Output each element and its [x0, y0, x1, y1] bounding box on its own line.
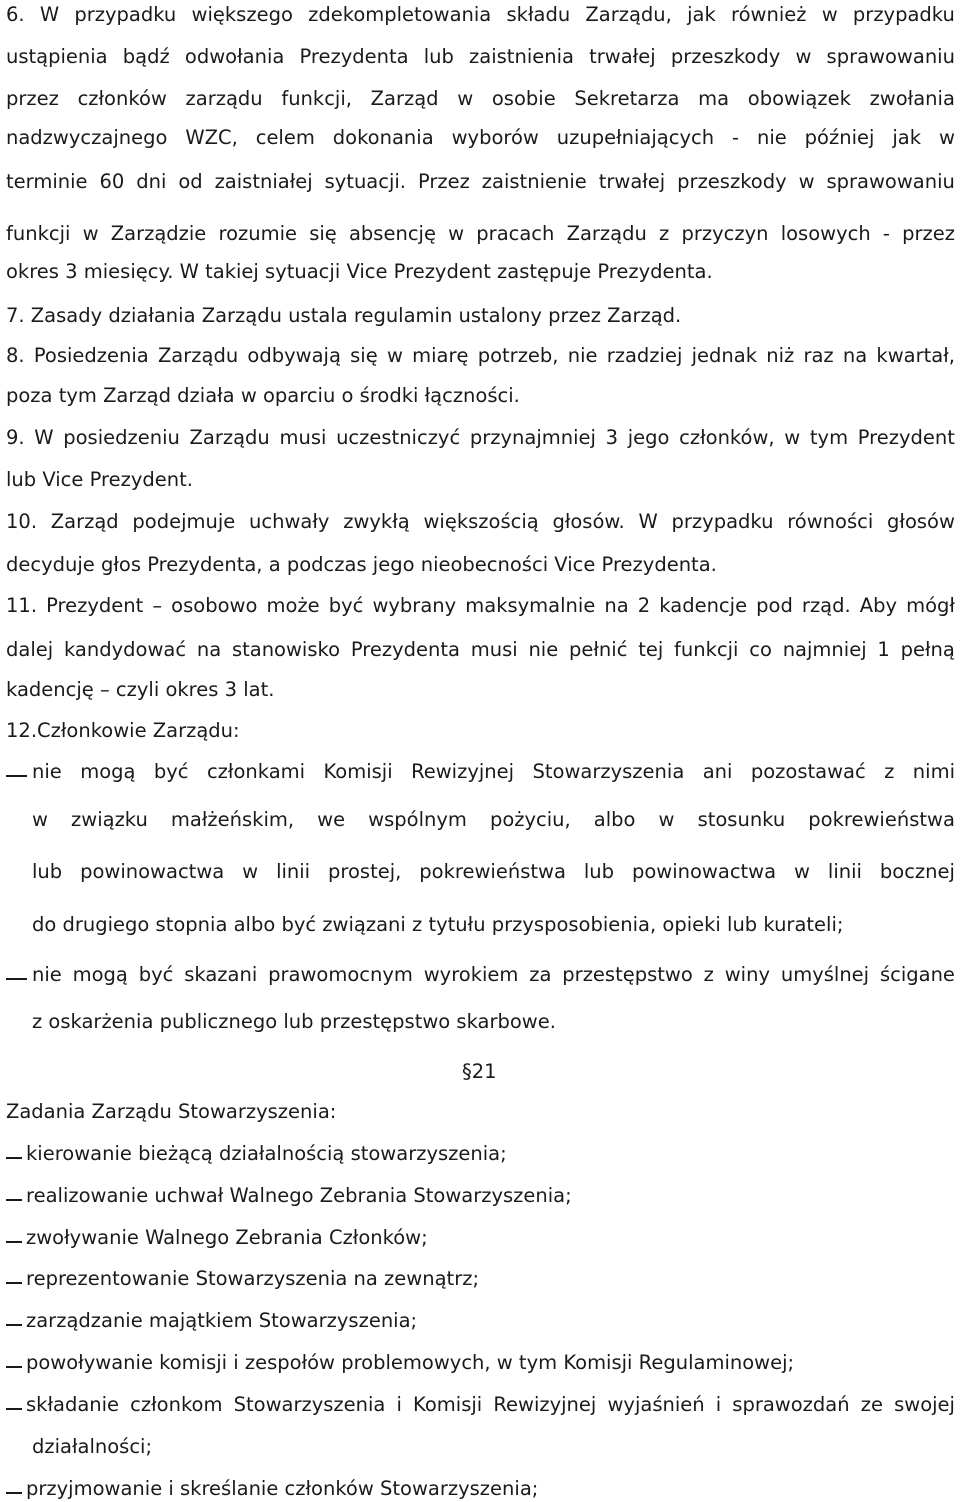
word: zaistniałej: [214, 170, 313, 193]
word: równości: [787, 510, 874, 533]
word: w: [798, 170, 815, 193]
word: na: [196, 638, 222, 661]
word: 6.: [6, 3, 25, 26]
word: ani: [702, 760, 733, 783]
word: członkom: [130, 1393, 223, 1416]
word: Prezydenta: [350, 638, 460, 661]
word: trwałej: [589, 45, 656, 68]
word: podejmuje: [132, 510, 236, 533]
word: lub: [32, 860, 63, 883]
text-line: 12.Członkowie Zarządu:: [6, 719, 240, 742]
word: powinowactwa: [631, 860, 777, 883]
word: pokrewieństwa: [808, 808, 955, 831]
text-line: decyduje głos Prezydenta, a podczas jego nieobecności Vice Prezydenta.: [6, 553, 717, 576]
word: musi: [470, 638, 518, 661]
word: osobie: [491, 87, 556, 110]
word: maksymalnie: [465, 594, 596, 617]
word: zaistnienie: [481, 170, 587, 193]
word: losowych: [780, 222, 871, 245]
word: W: [638, 510, 658, 533]
bullet-dash-icon: [6, 1324, 22, 1326]
word: Zarządu: [157, 344, 239, 367]
word: Posiedzenia: [33, 344, 149, 367]
text-line: reprezentowanie Stowarzyszenia na zewnątrz;: [26, 1267, 480, 1290]
word: Stowarzyszenia: [532, 760, 685, 783]
word: W: [39, 3, 60, 26]
word: jednak: [691, 344, 757, 367]
word: funkcji: [674, 638, 739, 661]
word: z: [659, 222, 670, 245]
word: linii: [276, 860, 311, 883]
word: prostej,: [328, 860, 402, 883]
word: wspólnym: [368, 808, 467, 831]
word: 3: [605, 426, 619, 449]
word: ze: [860, 1393, 883, 1416]
word: sprawozdań: [732, 1393, 850, 1416]
bullet-dash-icon: [6, 1199, 22, 1201]
word: również: [731, 3, 807, 26]
text-line: kadencję – czyli okres 3 lat.: [6, 678, 275, 701]
justified-text-line: [6, 512, 955, 532]
word: prawomocnym: [268, 963, 413, 986]
word: przeszkody: [670, 45, 781, 68]
text-line: działalności;: [32, 1435, 153, 1458]
word: Zarząd: [370, 87, 439, 110]
word: być: [328, 594, 364, 617]
word: umyślnej: [780, 963, 870, 986]
word: się: [350, 344, 378, 367]
word: nadzwyczajnego: [6, 126, 168, 149]
word: tym: [809, 426, 849, 449]
word: odbywają: [247, 344, 341, 367]
justified-text-line: [6, 224, 955, 244]
word: sprawowaniu: [826, 170, 955, 193]
word: wyborów: [451, 126, 539, 149]
justified-text-line: [26, 1395, 955, 1415]
word: uczestniczyć: [336, 426, 461, 449]
word: na: [604, 594, 629, 617]
justified-text-line: [6, 596, 955, 616]
justified-text-line: [6, 640, 955, 660]
text-line: zwoływanie Walnego Zebrania Członków;: [26, 1226, 428, 1249]
word: w: [242, 860, 259, 883]
word: bądź: [122, 45, 170, 68]
word: rząd.: [801, 594, 851, 617]
word: w: [457, 87, 474, 110]
word: kandydować: [63, 638, 187, 661]
word: przypadku: [74, 3, 177, 26]
word: wybrany: [372, 594, 457, 617]
bullet-dash-icon: [6, 1282, 22, 1284]
word: –: [152, 594, 163, 617]
word: lub: [583, 860, 615, 883]
justified-text-line: [6, 5, 955, 25]
word: małżeńskim,: [170, 808, 295, 831]
justified-text-line: [32, 965, 955, 985]
word: posiedzeniu: [63, 426, 180, 449]
text-line: poza tym Zarząd działa w oparciu o środki łączności.: [6, 384, 520, 407]
word: lub: [423, 45, 454, 68]
word: rzadziej: [606, 344, 683, 367]
word: bocznej: [879, 860, 955, 883]
text-line: przyjmowanie i skreślanie członków Stowarzyszenia;: [26, 1477, 539, 1500]
justified-text-line: [6, 346, 955, 366]
justified-text-line: [32, 762, 955, 782]
word: członków,: [679, 426, 775, 449]
word: 8.: [6, 344, 25, 367]
word: pokrewieństwa: [419, 860, 566, 883]
word: rozumie: [218, 222, 298, 245]
text-line: do drugiego stopnia albo być związani z tytułu przysposobienia, opieki lub kurateli;: [32, 913, 844, 936]
word: przynajmniej: [469, 426, 596, 449]
justified-text-line: [6, 47, 955, 67]
word: terminie: [6, 170, 88, 193]
word: nie: [528, 638, 559, 661]
word: 60: [99, 170, 125, 193]
word: później: [804, 126, 875, 149]
word: dokonania: [332, 126, 434, 149]
word: linii: [827, 860, 862, 883]
word: Sekretarza: [574, 87, 680, 110]
word: Zarządu: [566, 222, 647, 245]
word: 9.: [6, 426, 25, 449]
word: i: [396, 1393, 402, 1416]
text-line: z oskarżenia publicznego lub przestępstwo skarbowe.: [32, 1010, 556, 1033]
text-line: powoływanie komisji i zespołów problemowych, w tym Komisji Regulaminowej;: [26, 1351, 795, 1374]
word: przyczyn: [681, 222, 769, 245]
word: przypadku: [852, 3, 955, 26]
word: uchwały: [249, 510, 330, 533]
word: nie: [32, 760, 62, 783]
word: przez: [6, 87, 59, 110]
justified-text-line: [6, 89, 955, 109]
word: przestępstwo: [562, 963, 693, 986]
word: w: [794, 860, 810, 883]
word: sytuacji.: [324, 170, 407, 193]
word: przez: [902, 222, 955, 245]
word: w: [784, 426, 801, 449]
word: zdekompletowania: [308, 3, 492, 26]
word: 11.: [6, 594, 38, 617]
justified-text-line: [32, 810, 955, 830]
word: głosów.: [552, 510, 625, 533]
word: składanie: [26, 1393, 120, 1416]
text-line: kierowanie bieżącą działalnością stowarzyszenia;: [26, 1142, 507, 1165]
word: w: [386, 344, 403, 367]
bullet-dash-icon: [6, 1408, 22, 1410]
word: trwałej: [598, 170, 666, 193]
word: jak: [892, 126, 922, 149]
bullet-dash-icon: [6, 1366, 22, 1368]
word: Komisji: [413, 1393, 483, 1416]
word: sprawowaniu: [826, 45, 955, 68]
word: Zarząd: [50, 510, 119, 533]
word: obowiązek: [747, 87, 851, 110]
word: mogą: [80, 760, 136, 783]
word: Aby: [859, 594, 898, 617]
word: Zarządzie: [110, 222, 207, 245]
word: może: [266, 594, 320, 617]
word: głosów: [887, 510, 955, 533]
word: przeszkody: [677, 170, 787, 193]
word: odwołania: [184, 45, 285, 68]
word: jak: [687, 3, 716, 26]
word: potrzeb,: [477, 344, 559, 367]
word: najmniej: [782, 638, 867, 661]
word: 10.: [6, 510, 38, 533]
word: Prezydent: [46, 594, 144, 617]
word: Komisji: [323, 760, 393, 783]
word: związku: [71, 808, 148, 831]
word: absencję: [348, 222, 436, 245]
justified-text-line: [32, 862, 955, 882]
word: skazani: [184, 963, 258, 986]
word: stosunku: [697, 808, 786, 831]
word: członków: [77, 87, 167, 110]
word: składu: [506, 3, 571, 26]
bullet-dash-icon: [6, 1157, 22, 1159]
word: i: [715, 1393, 722, 1416]
justified-text-line: [6, 428, 955, 448]
justified-text-line: [6, 128, 955, 148]
word: nie: [756, 126, 787, 149]
word: WZC,: [185, 126, 238, 149]
text-line: lub Vice Prezydent.: [6, 468, 193, 491]
word: uzupełniających: [556, 126, 715, 149]
word: powinowactwa: [80, 860, 225, 883]
bullet-dash-icon: [6, 1492, 22, 1494]
word: z: [884, 760, 895, 783]
word: za: [529, 963, 552, 986]
bullet-dash-icon: [6, 978, 27, 980]
word: Rewizyjnej: [411, 760, 515, 783]
word: -: [732, 126, 740, 149]
word: dni: [136, 170, 167, 193]
word: zwykłą: [343, 510, 410, 533]
word: Prezydenta: [299, 45, 409, 68]
word: wyjaśnień: [607, 1393, 705, 1416]
word: nie: [32, 963, 62, 986]
word: być: [138, 963, 174, 986]
word: ma: [698, 87, 730, 110]
word: na: [842, 344, 868, 367]
bullet-dash-icon: [6, 1241, 22, 1243]
word: swojej: [894, 1393, 955, 1416]
word: miarę: [412, 344, 469, 367]
word: nimi: [912, 760, 955, 783]
word: tej: [638, 638, 664, 661]
word: z: [703, 963, 714, 986]
word: niż: [766, 344, 795, 367]
word: dalej: [6, 638, 54, 661]
word: pozostawać: [750, 760, 866, 783]
word: Prezydent: [857, 426, 955, 449]
word: się: [309, 222, 337, 245]
word: pod: [756, 594, 793, 617]
word: albo: [593, 808, 636, 831]
word: pracach: [476, 222, 555, 245]
justified-text-line: [6, 172, 955, 192]
word: nie: [567, 344, 598, 367]
word: w: [658, 808, 675, 831]
word: Stowarzyszenia: [233, 1393, 386, 1416]
word: ustąpienia: [6, 45, 108, 68]
word: mogą: [72, 963, 128, 986]
text-line: zarządzanie majątkiem Stowarzyszenia;: [26, 1309, 418, 1332]
word: mógł: [906, 594, 955, 617]
word: ścigane: [879, 963, 955, 986]
word: -: [882, 222, 890, 245]
text-line: realizowanie uchwał Walnego Zebrania Stowarzyszenia;: [26, 1184, 572, 1207]
word: funkcji,: [281, 87, 352, 110]
word: 2: [637, 594, 651, 617]
word: przypadku: [671, 510, 774, 533]
word: w: [821, 3, 838, 26]
word: stanowisko: [231, 638, 341, 661]
word: celem: [255, 126, 315, 149]
word: zarządu: [185, 87, 263, 110]
word: od: [178, 170, 203, 193]
word: pożyciu,: [489, 808, 571, 831]
text-line: 7. Zasady działania Zarządu ustala regulamin ustalony przez Zarząd.: [6, 304, 682, 327]
word: W: [34, 426, 54, 449]
word: wyrokiem: [423, 963, 519, 986]
word: osobowo: [171, 594, 258, 617]
word: 1: [877, 638, 890, 661]
word: pełnić: [569, 638, 628, 661]
word: co: [749, 638, 772, 661]
word: musi: [279, 426, 327, 449]
word: we: [317, 808, 346, 831]
bullet-dash-icon: [6, 775, 27, 777]
word: większością: [423, 510, 539, 533]
word: w: [32, 808, 48, 831]
word: większego: [191, 3, 293, 26]
word: być: [153, 760, 189, 783]
word: w: [82, 222, 99, 245]
section-heading: §21: [462, 1060, 497, 1083]
text-line: Zadania Zarządu Stowarzyszenia:: [6, 1100, 337, 1123]
word: Zarządu: [189, 426, 270, 449]
word: raz: [803, 344, 834, 367]
word: Przez: [417, 170, 470, 193]
word: kwartał,: [876, 344, 955, 367]
word: zaistnienia: [469, 45, 574, 68]
word: pełną: [900, 638, 955, 661]
word: w: [448, 222, 465, 245]
word: kadencje: [659, 594, 748, 617]
word: funkcji: [6, 222, 71, 245]
word: zwołania: [869, 87, 955, 110]
word: winy: [724, 963, 770, 986]
word: Rewizyjnej: [493, 1393, 597, 1416]
word: jego: [627, 426, 670, 449]
word: członkami: [206, 760, 306, 783]
word: Zarządu,: [585, 3, 672, 26]
word: w: [938, 126, 955, 149]
text-line: okres 3 miesięcy. W takiej sytuacji Vice Prezydent zastępuje Prezydenta.: [6, 260, 713, 283]
word: w: [795, 45, 812, 68]
